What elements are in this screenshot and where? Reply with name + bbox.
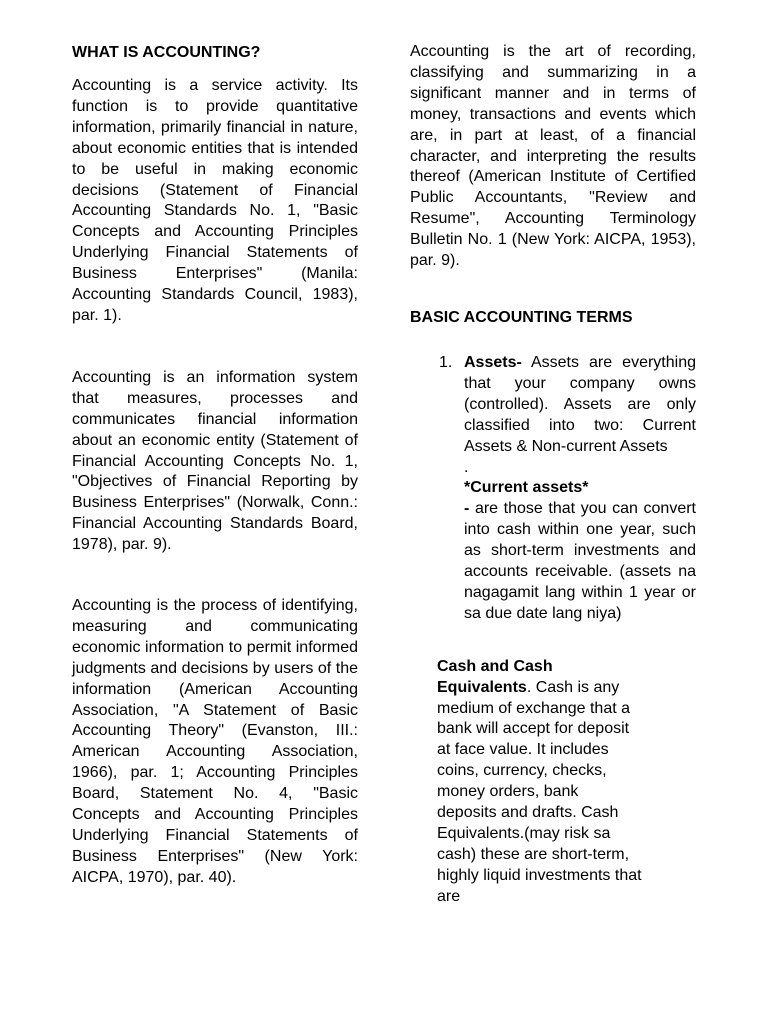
cash-text: . Cash is any medium of exchange that a bank will accept for deposit at face value. It includes coins, currency, checks, money orders, bank deposits and drafts. Cash Equivalents.(may risk sa cash) these are short-term, highly liquid investments that are — [437, 678, 642, 905]
current-assets-definition — [464, 499, 696, 624]
definition-paragraph-4: Accounting is the art of recording, classifying and summarizing in a significant manner and in terms of money, transactions and events which are, in part at least, of a financial character, and interpreting the results thereof (American Institute of Certified Public Accountants, "Review and Resume", Accounting Terminology Bulletin No. 1 (New York: AICPA, 1953), par. 9). — [410, 43, 696, 270]
dot-separator: . — [464, 458, 469, 476]
list-item — [410, 353, 696, 625]
current-assets-text: are those that you can convert into cash within one year, such as short-term investments and accounts receivable. (assets na nagagamit lang within 1 year or sa due date lang niya) — [464, 500, 696, 622]
current-assets-label: *Current assets* — [464, 479, 589, 497]
definition-paragraph-3: Accounting is the process of identifying, measuring and communicating economic information to permit informed judgments and decisions by users of the information (American Accounting Association, "A Statement of Basic Accounting Theory" (Evanston, III.: American Accounting Association, 1966), par. 1; Accounting Principles Board, Statement No. 4, "Basic Concepts and Accounting Principles Underlying Financial Statements of Business Enterprises" (New York: AICPA, 1970), par. 40). — [72, 597, 358, 886]
section-heading-basic-terms: BASIC ACCOUNTING TERMS — [410, 308, 633, 326]
assets-term: Assets- — [464, 353, 522, 371]
right-column — [410, 42, 696, 924]
assets-text: Assets are everything that your company owns (controlled). Assets are only classified into two: Current Assets & Non-current Assets — [464, 353, 696, 455]
cash-term: Cash and Cash Equivalents — [437, 657, 553, 696]
definition-paragraph-2: Accounting is an information system that measures, processes and communicates financial information about an economic entity (Statement of Financial Accounting Concepts No. 1, "Objectives of Financial Reporting by Business Enterprises" (Norwalk, Conn.: Financial Accounting Standards Board, 1978), par. 9). — [72, 368, 358, 554]
left-column — [72, 42, 358, 889]
cash-equivalents-paragraph — [437, 657, 642, 908]
assets-definition — [464, 353, 696, 458]
definition-paragraph-1: Accounting is a service activity. Its function is to provide quantitative information, primarily financial in nature, about economic entities that is intended to be useful in making economic decisions (Statement of Financial Accounting Standards No. 1, "Basic Concepts and Accounting Principles Underlying Financial Statements of Business Enterprises" (Manila: Accounting Standards Council, 1983), par. 1). — [72, 77, 358, 324]
section-heading-what-is-accounting: WHAT IS ACCOUNTING? — [72, 44, 261, 61]
list-item-number: 1. — [439, 353, 453, 371]
current-assets-dash: - — [464, 500, 475, 518]
